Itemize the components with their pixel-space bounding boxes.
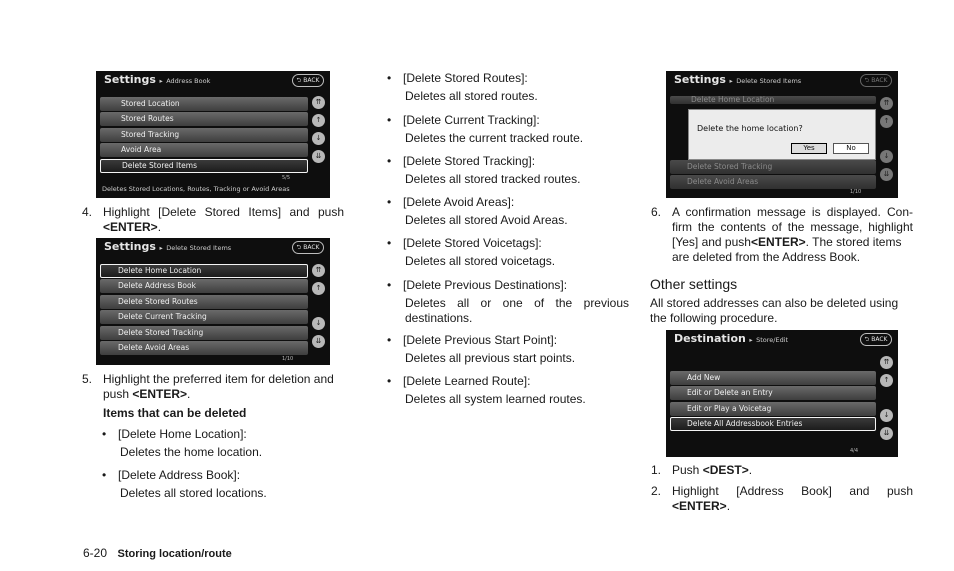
scroll-up-icon[interactable]: ↑ xyxy=(312,114,325,127)
no-button[interactable]: No xyxy=(833,143,869,154)
step-6: 6. A confirmation message is displayed. Con- firm the contents of the message, highlight [Yes] and push<ENTER>. The stored items are deleted from the Address Book. xyxy=(651,205,913,264)
list-item xyxy=(403,278,629,326)
confirm-dialog xyxy=(688,109,876,160)
scroll-down-icon[interactable]: ↓ xyxy=(312,132,325,145)
list-item xyxy=(403,113,629,146)
menu-item[interactable]: Delete Current Tracking xyxy=(100,310,308,324)
dialog-message: Delete the home location? xyxy=(697,124,803,133)
menu-item[interactable]: Stored Location xyxy=(100,97,308,111)
menu-list xyxy=(100,264,308,356)
page-indicator: 1/10 xyxy=(850,189,862,195)
menu-item[interactable]: Add New xyxy=(670,371,876,385)
step-number: 1. xyxy=(651,463,662,477)
back-button[interactable]: ⮌ BACK xyxy=(860,74,892,87)
scroll-buttons xyxy=(880,356,893,445)
item-desc: Deletes all or one of the previous destinations. xyxy=(405,296,629,325)
dest-key: <DEST> xyxy=(702,463,749,477)
scroll-down-icon[interactable]: ↓ xyxy=(880,150,893,163)
item-title: • [Delete Stored Voicetags]: xyxy=(403,236,542,250)
menu-item[interactable]: Delete Avoid Areas xyxy=(100,341,308,355)
menu-item[interactable]: Edit or Delete an Entry xyxy=(670,386,876,400)
menu-list-lower xyxy=(670,160,876,191)
item-title: • [Delete Stored Tracking]: xyxy=(403,154,536,168)
list-item xyxy=(118,468,348,501)
screenshot-delete-confirmation xyxy=(666,71,898,198)
back-button[interactable]: ⮌ BACK xyxy=(860,333,892,346)
item-title: • [Delete Previous Destinations]: xyxy=(403,278,568,292)
step-number: 5. xyxy=(82,372,93,386)
scroll-buttons xyxy=(312,264,325,353)
menu-item-selected[interactable]: Delete Home Location xyxy=(100,264,308,278)
menu-item[interactable]: Delete Stored Tracking xyxy=(100,326,308,340)
breadcrumb-arrow: ▸ xyxy=(749,336,753,344)
item-title: • [Delete Address Book]: xyxy=(118,468,241,482)
enter-key: <ENTER> xyxy=(750,235,806,249)
scroll-bottom-icon[interactable]: ⇊ xyxy=(312,335,325,348)
list-item xyxy=(403,154,629,187)
step-5: 5. Highlight the preferred item for deletion and push <ENTER>. Items that can be deleted xyxy=(82,372,344,421)
items-heading: Items that can be deleted xyxy=(103,406,247,420)
back-button[interactable]: ⮌ BACK xyxy=(292,74,324,87)
menu-list xyxy=(670,96,876,105)
screen-title: Settings xyxy=(674,73,726,86)
menu-list xyxy=(670,371,876,433)
step-number: 4. xyxy=(82,205,93,219)
scroll-top-icon[interactable]: ⇈ xyxy=(880,356,893,369)
item-title: • [Delete Learned Route]: xyxy=(403,374,531,388)
screenshot-address-book-settings xyxy=(96,71,330,198)
item-desc: Deletes the current tracked route. xyxy=(405,131,584,145)
item-desc: Deletes all stored locations. xyxy=(120,486,267,500)
screenshot-destination-store-edit xyxy=(666,330,898,457)
step-1: 1. Push <DEST>. xyxy=(651,463,753,477)
menu-item[interactable]: Delete Avoid Areas xyxy=(670,175,876,189)
scroll-bottom-icon[interactable]: ⇊ xyxy=(312,150,325,163)
step-2: 2. Highlight [Address Book] and push <ENTER>. xyxy=(651,484,913,513)
page-footer xyxy=(83,544,232,562)
screenshot-delete-stored-items xyxy=(96,238,330,365)
scroll-down-icon[interactable]: ↓ xyxy=(312,317,325,330)
step-number: 2. xyxy=(651,484,662,498)
scroll-bottom-icon[interactable]: ⇊ xyxy=(880,168,893,181)
screen-subtitle: Delete Stored Items xyxy=(736,77,802,85)
menu-item[interactable]: Delete Stored Tracking xyxy=(670,160,876,174)
menu-item[interactable]: Delete Stored Routes xyxy=(100,295,308,309)
scroll-buttons xyxy=(880,97,893,186)
page-indicator: 1/10 xyxy=(282,356,294,362)
list-item xyxy=(118,427,348,460)
menu-list xyxy=(100,97,308,174)
item-desc: Deletes all previous start points. xyxy=(405,351,576,365)
scroll-up-icon[interactable]: ↑ xyxy=(880,115,893,128)
other-settings-paragraph: All stored addresses can also be deleted using the following procedure. xyxy=(650,296,899,325)
breadcrumb-arrow: ▸ xyxy=(159,244,163,252)
list-item xyxy=(403,333,629,366)
screen-help-text: Deletes Stored Locations, Routes, Tracking or Avoid Areas xyxy=(102,185,290,193)
menu-item[interactable]: Avoid Area xyxy=(100,143,308,157)
menu-item[interactable]: Edit or Play a Voicetag xyxy=(670,402,876,416)
screen-subtitle: Delete Stored Items xyxy=(166,244,232,252)
enter-key: <ENTER> xyxy=(672,499,727,513)
back-button[interactable]: ⮌ BACK xyxy=(292,241,324,254)
menu-item[interactable]: Stored Tracking xyxy=(100,128,308,142)
breadcrumb-arrow: ▸ xyxy=(729,77,733,85)
item-desc: Deletes all stored voicetags. xyxy=(405,254,556,268)
page-number: 6-20 xyxy=(83,546,108,560)
item-desc: Deletes the home location. xyxy=(120,445,263,459)
menu-item-selected[interactable]: Delete Stored Items xyxy=(100,159,308,173)
menu-item[interactable]: Delete Home Location xyxy=(670,96,876,104)
yes-button[interactable]: Yes xyxy=(791,143,827,154)
item-desc: Deletes all stored routes. xyxy=(405,89,538,103)
menu-item[interactable]: Delete Address Book xyxy=(100,279,308,293)
screen-subtitle: Address Book xyxy=(166,77,211,85)
step-5-line1: Highlight the preferred item for deletion and xyxy=(103,372,334,386)
scroll-up-icon[interactable]: ↑ xyxy=(312,282,325,295)
item-title: • [Delete Avoid Areas]: xyxy=(403,195,515,209)
step-4: 4. Highlight [Delete Stored Items] and push <ENTER>. xyxy=(82,205,344,234)
screen-subtitle: Store/Edit xyxy=(756,336,789,344)
scroll-top-icon[interactable]: ⇈ xyxy=(880,97,893,110)
screen-title: Settings xyxy=(104,73,156,86)
page-indicator: 4/4 xyxy=(850,448,859,454)
enter-key: <ENTER> xyxy=(103,220,158,234)
enter-key: <ENTER> xyxy=(132,387,188,401)
list-item xyxy=(403,71,629,104)
menu-item-selected[interactable]: Delete All Addressbook Entries xyxy=(670,417,876,431)
item-title: • [Delete Stored Routes]: xyxy=(403,71,528,85)
item-desc: Deletes all stored tracked routes. xyxy=(405,172,581,186)
list-item xyxy=(403,236,629,269)
menu-item[interactable]: Stored Routes xyxy=(100,112,308,126)
item-title: • [Delete Current Tracking]: xyxy=(403,113,540,127)
item-desc: Deletes all system learned routes. xyxy=(405,392,586,406)
item-title: • [Delete Previous Start Point]: xyxy=(403,333,558,347)
section-title: Storing location/route xyxy=(117,548,232,560)
breadcrumb-arrow: ▸ xyxy=(159,77,163,85)
step-4-line1: Highlight [Delete Stored Items] and push xyxy=(103,205,344,219)
list-item xyxy=(403,374,629,407)
scroll-up-icon[interactable]: ↑ xyxy=(880,374,893,387)
scroll-bottom-icon[interactable]: ⇊ xyxy=(880,427,893,440)
other-settings-heading: Other settings xyxy=(650,276,738,292)
scroll-down-icon[interactable]: ↓ xyxy=(880,409,893,422)
scroll-top-icon[interactable]: ⇈ xyxy=(312,264,325,277)
scroll-buttons xyxy=(312,96,325,168)
screen-title: Settings xyxy=(104,240,156,253)
screen-title: Destination xyxy=(674,332,746,345)
page-indicator: 5/5 xyxy=(282,175,291,181)
item-desc: Deletes all stored Avoid Areas. xyxy=(405,213,568,227)
item-title: • [Delete Home Location]: xyxy=(118,427,247,441)
list-item xyxy=(403,195,629,228)
scroll-top-icon[interactable]: ⇈ xyxy=(312,96,325,109)
step-number: 6. xyxy=(651,205,662,219)
